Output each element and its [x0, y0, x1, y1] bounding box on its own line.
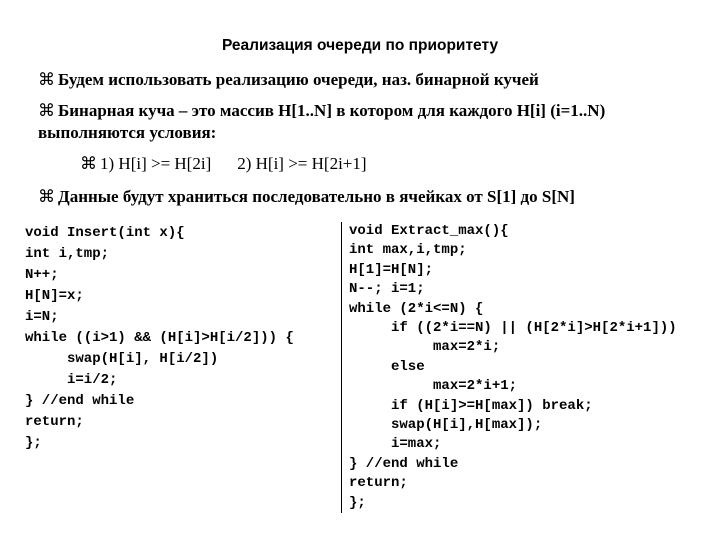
bullet-2-text-line1: Бинарная куча – это массив H[1..N] в котором для каждого H[i] (i=1..N) — [58, 101, 606, 120]
code-line: while ((i>1) && (H[i]>H[i/2])) { — [25, 330, 294, 346]
code-line: i=i/2; — [25, 372, 118, 388]
bullet-1 — [38, 69, 539, 91]
code-line: swap(H[i], H[i/2]) — [25, 351, 219, 367]
code-line: return; — [349, 475, 408, 492]
code-line: N++; — [25, 267, 59, 283]
bullet-2-text-line2: выполняются условия: — [38, 123, 217, 142]
condition-1: 1) H[i] >= H[2i] — [100, 154, 212, 173]
code-line: swap(H[i],H[max]); — [349, 417, 543, 434]
code-line: max=2*i+1; — [349, 378, 518, 395]
bullet-icon: ⌘ — [80, 154, 97, 173]
code-line: N--; i=1; — [349, 281, 425, 298]
code-line: } //end while — [25, 393, 135, 409]
code-line: i=max; — [349, 436, 442, 453]
bullet-icon: ⌘ — [38, 70, 55, 89]
code-line: void Insert(int x){ — [25, 225, 185, 241]
code-extract-max-function — [349, 222, 677, 513]
code-line: while (2*i<=N) { — [349, 300, 484, 317]
condition-2: 2) H[i] >= H[2i+1] — [237, 154, 367, 173]
sub-bullet-conditions — [80, 153, 367, 175]
code-line: int max,i,tmp; — [349, 242, 467, 259]
bullet-3-text: Данные будут храниться последовательно в ячейках от S[1] до S[N] — [58, 187, 575, 206]
code-line: max=2*i; — [349, 339, 501, 356]
code-line: H[1]=H[N]; — [349, 261, 434, 278]
code-line: H[N]=x; — [25, 288, 84, 304]
bullet-2 — [38, 100, 605, 144]
code-line: else — [349, 358, 425, 375]
code-line: if ((2*i==N) || (H[2*i]>H[2*i+1])) — [349, 320, 677, 337]
code-line: }; — [349, 494, 366, 511]
code-line: if (H[i]>=H[max]) break; — [349, 397, 593, 414]
code-line: int i,tmp; — [25, 246, 110, 262]
bullet-icon: ⌘ — [38, 101, 55, 120]
bullet-3 — [38, 186, 575, 208]
code-line: return; — [25, 414, 84, 430]
bullet-1-text: Будем использовать реализацию очереди, наз. бинарной кучей — [58, 70, 539, 89]
code-line: } //end while — [349, 455, 459, 472]
vertical-divider — [341, 222, 342, 513]
code-line: }; — [25, 435, 42, 451]
code-insert-function — [25, 223, 294, 454]
code-line: void Extract_max(){ — [349, 223, 509, 239]
bullet-icon: ⌘ — [38, 187, 55, 206]
code-line: i=N; — [25, 309, 59, 325]
slide-title: Реализация очереди по приоритету — [221, 37, 499, 54]
